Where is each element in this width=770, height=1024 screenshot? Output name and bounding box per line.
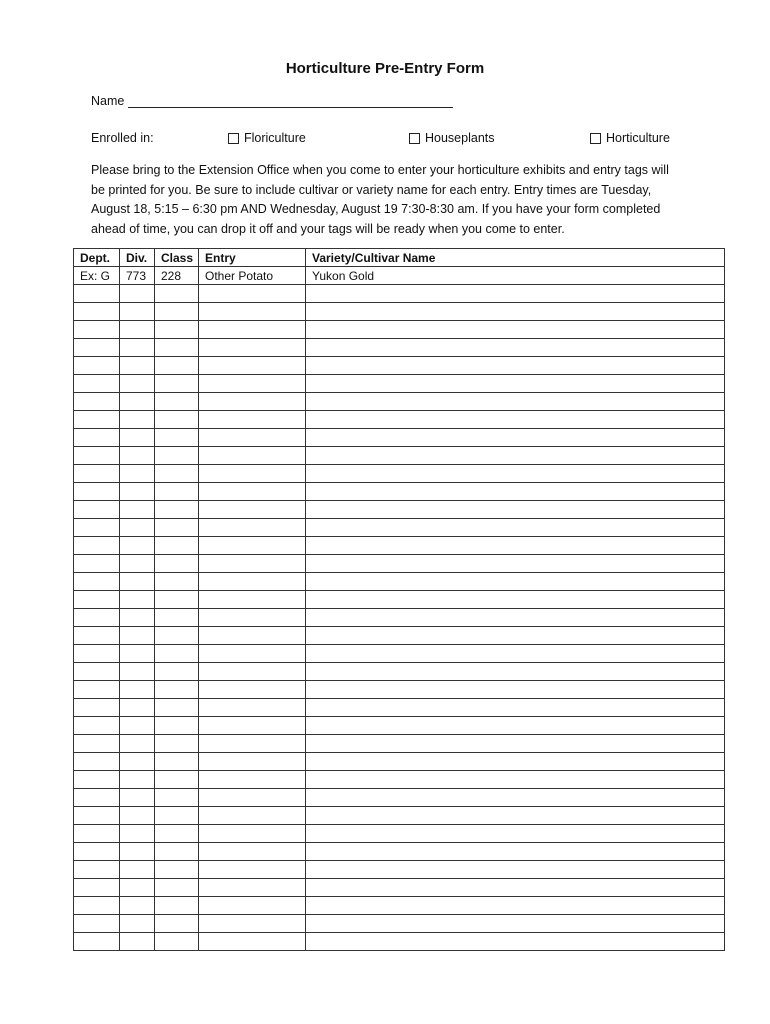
cell-class[interactable]	[155, 915, 199, 933]
cell-dept[interactable]	[74, 825, 120, 843]
cell-variety[interactable]	[306, 681, 725, 699]
cell-div[interactable]	[120, 285, 155, 303]
cell-dept[interactable]	[74, 321, 120, 339]
cell-variety[interactable]	[306, 393, 725, 411]
table-row	[74, 807, 725, 825]
cell-dept[interactable]	[74, 915, 120, 933]
cell-class[interactable]	[155, 879, 199, 897]
cell-class[interactable]	[155, 627, 199, 645]
cell-dept[interactable]	[74, 411, 120, 429]
cell-variety[interactable]	[306, 321, 725, 339]
cell-div[interactable]	[120, 501, 155, 519]
cell-entry[interactable]	[199, 681, 306, 699]
cell-div[interactable]	[120, 663, 155, 681]
cell-div[interactable]	[120, 465, 155, 483]
cell-entry[interactable]	[199, 645, 306, 663]
cell-variety[interactable]	[306, 897, 725, 915]
cell-entry[interactable]	[199, 717, 306, 735]
cell-entry[interactable]	[199, 879, 306, 897]
cell-class[interactable]	[155, 681, 199, 699]
cell-div[interactable]	[120, 447, 155, 465]
cell-dept: Ex: G	[74, 267, 120, 285]
cell-div[interactable]	[120, 303, 155, 321]
cell-entry[interactable]	[199, 825, 306, 843]
cell-class[interactable]	[155, 519, 199, 537]
cell-variety[interactable]	[306, 717, 725, 735]
cell-dept[interactable]	[74, 663, 120, 681]
cell-dept[interactable]	[74, 393, 120, 411]
table-row	[74, 285, 725, 303]
table-row	[74, 519, 725, 537]
cell-variety[interactable]	[306, 591, 725, 609]
cell-div[interactable]	[120, 897, 155, 915]
cell-variety[interactable]	[306, 771, 725, 789]
cell-entry[interactable]	[199, 429, 306, 447]
cell-entry[interactable]	[199, 573, 306, 591]
table-row	[74, 663, 725, 681]
cell-class[interactable]	[155, 699, 199, 717]
cell-variety[interactable]	[306, 933, 725, 951]
cell-entry[interactable]	[199, 663, 306, 681]
cell-div[interactable]	[120, 735, 155, 753]
cell-div[interactable]	[120, 933, 155, 951]
cell-dept[interactable]	[74, 465, 120, 483]
cell-div: 773	[120, 267, 155, 285]
table-row	[74, 825, 725, 843]
option-label: Houseplants	[425, 131, 495, 145]
cell-class[interactable]	[155, 933, 199, 951]
cell-entry[interactable]	[199, 303, 306, 321]
cell-dept[interactable]	[74, 735, 120, 753]
cell-variety[interactable]	[306, 807, 725, 825]
cell-entry[interactable]	[199, 789, 306, 807]
cell-div[interactable]	[120, 861, 155, 879]
cell-entry[interactable]	[199, 339, 306, 357]
cell-variety[interactable]	[306, 447, 725, 465]
cell-variety[interactable]	[306, 285, 725, 303]
header-div: Div.	[120, 249, 155, 267]
cell-div[interactable]	[120, 537, 155, 555]
cell-dept[interactable]	[74, 555, 120, 573]
cell-dept[interactable]	[74, 573, 120, 591]
cell-entry[interactable]	[199, 501, 306, 519]
cell-variety[interactable]	[306, 753, 725, 771]
table-row	[74, 771, 725, 789]
cell-class[interactable]	[155, 717, 199, 735]
cell-div[interactable]	[120, 411, 155, 429]
cell-div[interactable]	[120, 483, 155, 501]
cell-variety[interactable]	[306, 501, 725, 519]
table-row	[74, 411, 725, 429]
cell-class[interactable]	[155, 645, 199, 663]
table-row	[74, 609, 725, 627]
cell-div[interactable]	[120, 807, 155, 825]
cell-variety[interactable]	[306, 555, 725, 573]
cell-variety[interactable]	[306, 843, 725, 861]
checkbox-icon[interactable]	[590, 133, 601, 144]
table-row	[74, 447, 725, 465]
cell-class[interactable]	[155, 807, 199, 825]
cell-dept[interactable]	[74, 519, 120, 537]
cell-dept[interactable]	[74, 789, 120, 807]
table-row	[74, 303, 725, 321]
cell-div[interactable]	[120, 771, 155, 789]
cell-entry: Other Potato	[199, 267, 306, 285]
cell-entry[interactable]	[199, 897, 306, 915]
table-header-row	[74, 249, 725, 267]
table-row	[74, 735, 725, 753]
cell-dept[interactable]	[74, 897, 120, 915]
cell-class[interactable]	[155, 285, 199, 303]
cell-variety[interactable]	[306, 609, 725, 627]
cell-dept[interactable]	[74, 753, 120, 771]
instructions-paragraph: Please bring to the Extension Office when you come to enter your horticulture exhibits and entry tags will be printed for you. Be sure to include cultivar or variety name for each entry. Entry times are Tuesday, August 18, 5:15 – 6:30 pm AND Wednesday, August 19 7:30-8:30 am. If you have your form completed ahead of time, you can drop it off and your tags will be ready when you come to enter.	[91, 163, 669, 236]
cell-variety[interactable]	[306, 789, 725, 807]
cell-class[interactable]	[155, 573, 199, 591]
cell-entry[interactable]	[199, 483, 306, 501]
option-houseplants[interactable]	[409, 131, 495, 145]
cell-div[interactable]	[120, 429, 155, 447]
cell-dept[interactable]	[74, 591, 120, 609]
cell-dept[interactable]	[74, 339, 120, 357]
cell-variety[interactable]	[306, 861, 725, 879]
table-row	[74, 429, 725, 447]
cell-variety[interactable]	[306, 699, 725, 717]
cell-class[interactable]	[155, 357, 199, 375]
cell-dept[interactable]	[74, 447, 120, 465]
cell-dept[interactable]	[74, 609, 120, 627]
cell-div[interactable]	[120, 555, 155, 573]
table-row	[74, 321, 725, 339]
cell-div[interactable]	[120, 591, 155, 609]
cell-variety[interactable]	[306, 339, 725, 357]
table-row	[74, 843, 725, 861]
cell-entry[interactable]	[199, 609, 306, 627]
cell-class[interactable]	[155, 609, 199, 627]
cell-class[interactable]	[155, 789, 199, 807]
cell-entry[interactable]	[199, 771, 306, 789]
cell-variety[interactable]	[306, 573, 725, 591]
cell-variety[interactable]	[306, 411, 725, 429]
table-row	[74, 555, 725, 573]
cell-class[interactable]	[155, 663, 199, 681]
table-row	[74, 357, 725, 375]
cell-variety[interactable]	[306, 663, 725, 681]
cell-entry[interactable]	[199, 627, 306, 645]
table-row	[74, 933, 725, 951]
cell-dept[interactable]	[74, 699, 120, 717]
table-row	[74, 717, 725, 735]
cell-entry[interactable]	[199, 393, 306, 411]
table-row	[74, 393, 725, 411]
cell-dept[interactable]	[74, 645, 120, 663]
cell-variety[interactable]	[306, 357, 725, 375]
cell-div[interactable]	[120, 519, 155, 537]
cell-class[interactable]	[155, 843, 199, 861]
cell-variety[interactable]	[306, 429, 725, 447]
cell-div[interactable]	[120, 825, 155, 843]
cell-div[interactable]	[120, 357, 155, 375]
table-row	[74, 915, 725, 933]
table-row	[74, 591, 725, 609]
cell-variety[interactable]	[306, 627, 725, 645]
table-row	[74, 573, 725, 591]
cell-dept[interactable]	[74, 303, 120, 321]
cell-variety[interactable]	[306, 915, 725, 933]
cell-entry[interactable]	[199, 285, 306, 303]
cell-div[interactable]	[120, 915, 155, 933]
cell-entry[interactable]	[199, 933, 306, 951]
enrolled-label: Enrolled in:	[91, 131, 154, 145]
cell-class[interactable]	[155, 537, 199, 555]
table-row	[74, 897, 725, 915]
cell-dept[interactable]	[74, 861, 120, 879]
cell-div[interactable]	[120, 321, 155, 339]
option-floriculture[interactable]	[228, 131, 306, 145]
cell-variety: Yukon Gold	[306, 267, 725, 285]
cell-entry[interactable]	[199, 699, 306, 717]
cell-class[interactable]	[155, 555, 199, 573]
cell-entry[interactable]	[199, 807, 306, 825]
cell-dept[interactable]	[74, 843, 120, 861]
cell-class[interactable]	[155, 465, 199, 483]
cell-class: 228	[155, 267, 199, 285]
table-row	[74, 483, 725, 501]
cell-class[interactable]	[155, 735, 199, 753]
cell-class[interactable]	[155, 753, 199, 771]
cell-dept[interactable]	[74, 933, 120, 951]
header-entry: Entry	[199, 249, 306, 267]
cell-class[interactable]	[155, 339, 199, 357]
entry-table	[73, 248, 725, 951]
table-row	[74, 699, 725, 717]
cell-entry[interactable]	[199, 375, 306, 393]
table-row	[74, 627, 725, 645]
cell-div[interactable]	[120, 645, 155, 663]
cell-div[interactable]	[120, 789, 155, 807]
checkbox-icon[interactable]	[228, 133, 239, 144]
cell-div[interactable]	[120, 681, 155, 699]
cell-class[interactable]	[155, 897, 199, 915]
cell-div[interactable]	[120, 699, 155, 717]
cell-div[interactable]	[120, 717, 155, 735]
cell-entry[interactable]	[199, 735, 306, 753]
cell-dept[interactable]	[74, 357, 120, 375]
cell-dept[interactable]	[74, 771, 120, 789]
cell-div[interactable]	[120, 609, 155, 627]
header-variety: Variety/Cultivar Name	[306, 249, 725, 267]
cell-variety[interactable]	[306, 303, 725, 321]
cell-class[interactable]	[155, 825, 199, 843]
cell-variety[interactable]	[306, 375, 725, 393]
cell-entry[interactable]	[199, 591, 306, 609]
table-row	[74, 861, 725, 879]
cell-class[interactable]	[155, 411, 199, 429]
table-row	[74, 537, 725, 555]
table-row	[74, 375, 725, 393]
cell-div[interactable]	[120, 573, 155, 591]
table-row	[74, 645, 725, 663]
cell-dept[interactable]	[74, 501, 120, 519]
cell-variety[interactable]	[306, 825, 725, 843]
header-dept: Dept.	[74, 249, 120, 267]
cell-div[interactable]	[120, 843, 155, 861]
cell-dept[interactable]	[74, 879, 120, 897]
cell-entry[interactable]	[199, 843, 306, 861]
cell-entry[interactable]	[199, 537, 306, 555]
cell-class[interactable]	[155, 321, 199, 339]
cell-entry[interactable]	[199, 357, 306, 375]
cell-variety[interactable]	[306, 465, 725, 483]
cell-div[interactable]	[120, 879, 155, 897]
cell-div[interactable]	[120, 393, 155, 411]
header-class: Class	[155, 249, 199, 267]
option-label: Horticulture	[606, 131, 670, 145]
cell-dept[interactable]	[74, 429, 120, 447]
cell-class[interactable]	[155, 861, 199, 879]
cell-entry[interactable]	[199, 861, 306, 879]
option-horticulture[interactable]	[590, 131, 670, 145]
cell-class[interactable]	[155, 429, 199, 447]
checkbox-icon[interactable]	[409, 133, 420, 144]
cell-dept[interactable]	[74, 483, 120, 501]
cell-entry[interactable]	[199, 753, 306, 771]
cell-variety[interactable]	[306, 645, 725, 663]
cell-dept[interactable]	[74, 807, 120, 825]
cell-variety[interactable]	[306, 735, 725, 753]
cell-div[interactable]	[120, 339, 155, 357]
cell-entry[interactable]	[199, 447, 306, 465]
table-row	[74, 681, 725, 699]
cell-class[interactable]	[155, 447, 199, 465]
table-row	[74, 501, 725, 519]
cell-variety[interactable]	[306, 879, 725, 897]
cell-div[interactable]	[120, 375, 155, 393]
cell-variety[interactable]	[306, 519, 725, 537]
cell-dept[interactable]	[74, 627, 120, 645]
table-row	[74, 753, 725, 771]
cell-dept[interactable]	[74, 717, 120, 735]
table-row	[74, 879, 725, 897]
cell-class[interactable]	[155, 303, 199, 321]
enrolled-row	[91, 131, 691, 149]
table-row	[74, 339, 725, 357]
cell-div[interactable]	[120, 627, 155, 645]
cell-entry[interactable]	[199, 519, 306, 537]
cell-entry[interactable]	[199, 915, 306, 933]
name-label: Name	[91, 94, 125, 108]
cell-dept[interactable]	[74, 681, 120, 699]
name-field-line[interactable]	[128, 93, 453, 108]
table-row	[74, 465, 725, 483]
name-row	[91, 93, 453, 108]
cell-entry[interactable]	[199, 555, 306, 573]
example-row	[74, 267, 725, 285]
cell-class[interactable]	[155, 393, 199, 411]
table-row	[74, 789, 725, 807]
form-title: Horticulture Pre-Entry Form	[285, 60, 485, 77]
cell-class[interactable]	[155, 771, 199, 789]
cell-class[interactable]	[155, 501, 199, 519]
cell-dept[interactable]	[74, 285, 120, 303]
cell-entry[interactable]	[199, 321, 306, 339]
cell-dept[interactable]	[74, 375, 120, 393]
option-label: Floriculture	[244, 131, 306, 145]
cell-variety[interactable]	[306, 483, 725, 501]
cell-entry[interactable]	[199, 411, 306, 429]
cell-class[interactable]	[155, 591, 199, 609]
cell-div[interactable]	[120, 753, 155, 771]
cell-class[interactable]	[155, 483, 199, 501]
cell-class[interactable]	[155, 375, 199, 393]
cell-entry[interactable]	[199, 465, 306, 483]
cell-variety[interactable]	[306, 537, 725, 555]
cell-dept[interactable]	[74, 537, 120, 555]
